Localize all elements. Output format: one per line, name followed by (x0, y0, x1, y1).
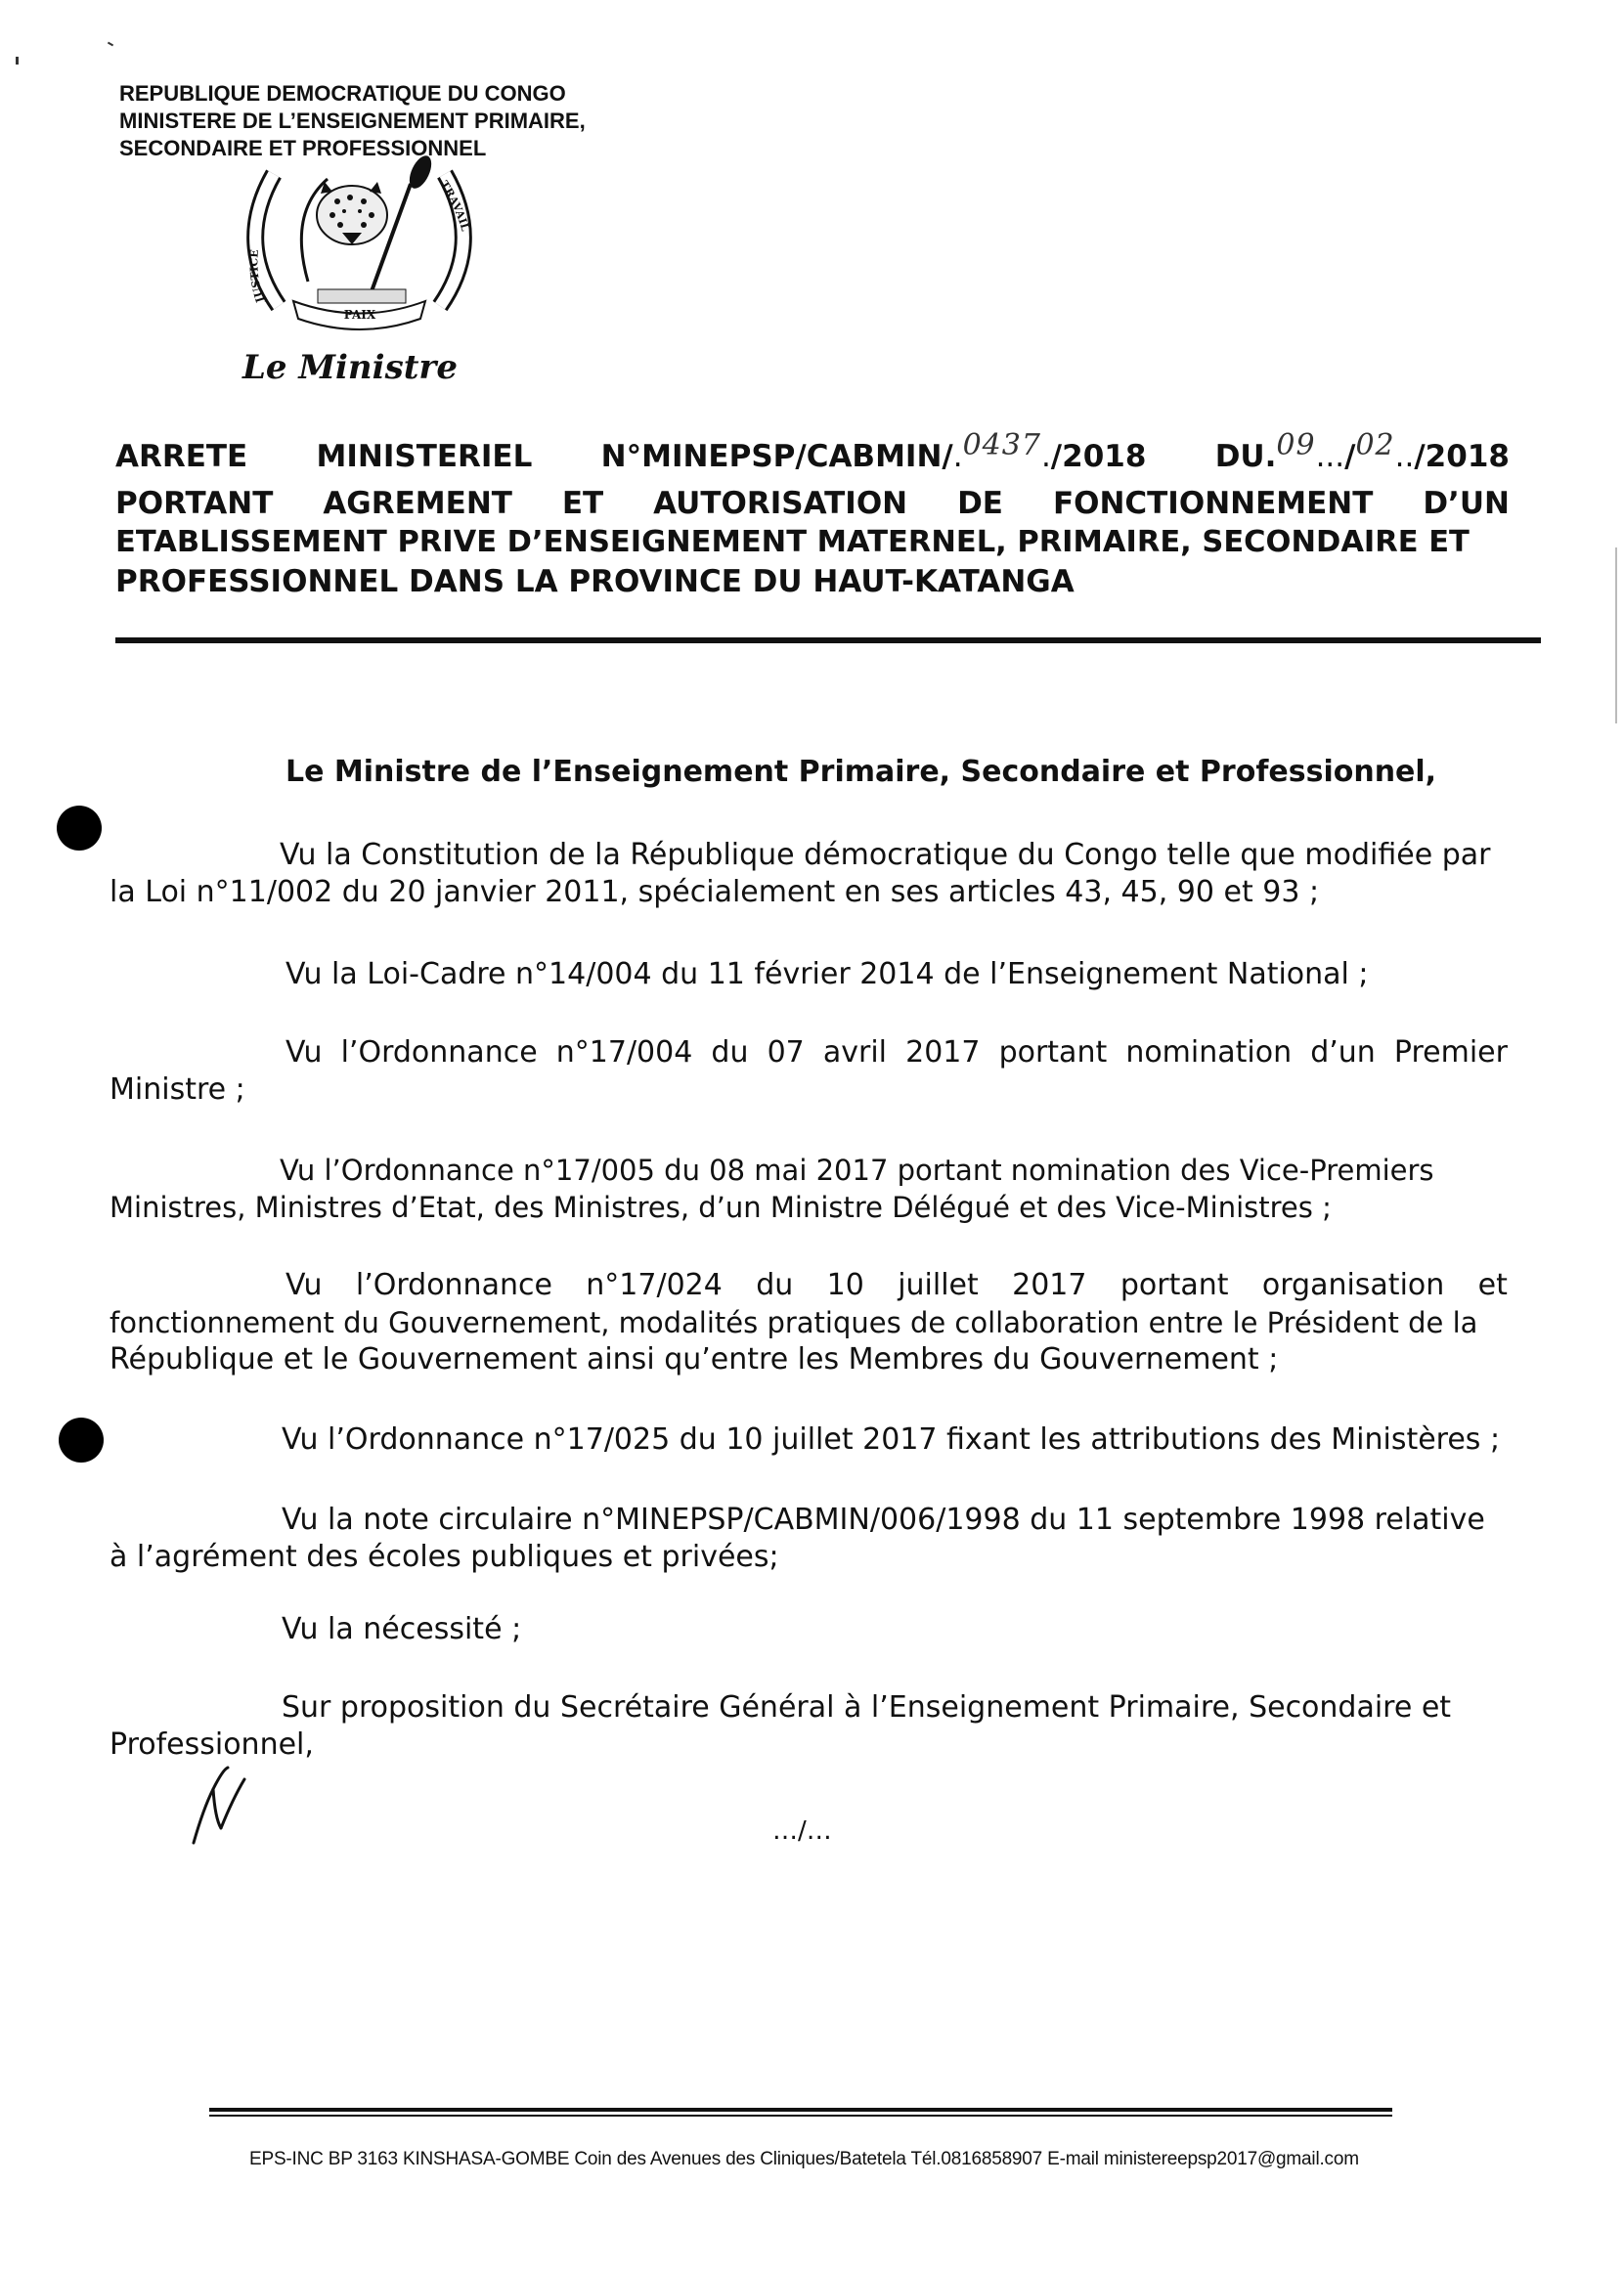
dotted-fill: . (1040, 439, 1051, 474)
dotted-fill: . (952, 439, 963, 474)
handwritten-decree-number: 0437 (962, 428, 1041, 462)
title-word: ET (561, 486, 604, 521)
dotted-fill: .. (1394, 439, 1415, 474)
handwritten-month: 02 (1355, 428, 1395, 462)
visa-ordonnance-attributions (110, 1421, 1508, 1459)
word: avril (822, 1035, 888, 1070)
date-year: /2018 (1414, 439, 1510, 474)
visa-loi-cadre (110, 956, 1508, 993)
footer-address: EPS-INC BP 3163 KINSHASA-GOMBE Coin des Avenues des Cliniques/Batetela Tél.0816858907 E-mail ministereepsp2017@gmail.com (249, 2149, 1359, 2169)
decree-title-line-2 (115, 485, 1510, 522)
para-line: Ministres, Ministres d’Etat, des Ministres, d’un Ministre Délégué et des Vice-Ministres ; (110, 1191, 1332, 1224)
para-line: Ministre ; (110, 1072, 245, 1107)
para-line: Vu la Constitution de la République démocratique du Congo telle que modifiée par (280, 838, 1491, 872)
header-country: REPUBLIQUE DEMOCRATIQUE DU CONGO (119, 81, 566, 106)
word: 10 (826, 1268, 864, 1302)
para-line: Vu l’Ordonnance n°17/025 du 10 juillet 2017 fixant les attributions des Ministères ; (282, 1422, 1501, 1457)
para-line: à l’agrément des écoles publiques et privées; (110, 1540, 779, 1574)
date-sep: / (1344, 439, 1356, 474)
title-word: PORTANT (115, 486, 274, 521)
word: du (711, 1035, 749, 1070)
word: d’un (1310, 1035, 1376, 1070)
visa-constitution (110, 837, 1508, 911)
punch-hole-mark (57, 806, 102, 851)
minister-heading: Le Ministre de l’Enseignement Primaire, Secondaire et Professionnel, (285, 755, 1437, 789)
word: juillet (898, 1268, 979, 1302)
decree-title-line-4: PROFESSIONNEL DANS LA PROVINCE DU HAUT-KATANGA (115, 564, 1075, 599)
emblem-word-right: TRAVAIL (437, 178, 472, 233)
emblem-caption: Le Ministre (242, 348, 458, 387)
scan-mark (16, 57, 19, 65)
para-line-justified (110, 1267, 1508, 1304)
title-word: D’UN (1423, 486, 1510, 521)
header-ministry: MINISTERE DE L’ENSEIGNEMENT PRIMAIRE, (119, 109, 586, 133)
title-word: AGREMENT (323, 486, 512, 521)
word: Vu (285, 1268, 323, 1302)
visa-ordonnance-vice-premiers (110, 1152, 1508, 1226)
word: nomination (1125, 1035, 1293, 1070)
scan-edge (1615, 547, 1617, 723)
word: Vu (285, 1035, 323, 1070)
para-line: Sur proposition du Secrétaire Général à l’Enseignement Primaire, Secondaire et (282, 1690, 1452, 1725)
title-word: MINISTERIEL (316, 439, 533, 474)
para-line-justified (110, 1034, 1508, 1071)
word: portant (998, 1035, 1108, 1070)
title-divider (115, 637, 1541, 643)
para-line: Vu la Loi-Cadre n°14/004 du 11 février 2014 de l’Enseignement National ; (285, 957, 1369, 991)
dotted-fill: ... (1315, 439, 1345, 474)
visa-note-circulaire (110, 1502, 1508, 1576)
decree-title-line-3: ETABLISSEMENT PRIVE D’ENSEIGNEMENT MATERNEL, PRIMAIRE, SECONDAIRE ET (115, 525, 1470, 559)
para-line: Vu la nécessité ; (282, 1612, 522, 1646)
title-word: AUTORISATION (653, 486, 908, 521)
para-line: la Loi n°11/002 du 20 janvier 2011, spécialement en ses articles 43, 45, 90 et 93 ; (110, 875, 1320, 909)
para-line: fonctionnement du Gouvernement, modalités pratiques de collaboration entre le Président de la (110, 1306, 1478, 1339)
visa-necessite (110, 1611, 1508, 1648)
emblem-word-left: JUSTICE (247, 248, 267, 304)
footer-divider-thin (209, 2115, 1392, 2117)
word: du (756, 1268, 794, 1302)
para-line: Vu l’Ordonnance n°17/005 du 08 mai 2017 portant nomination des Vice-Premiers (280, 1154, 1434, 1187)
decree-date (1214, 428, 1510, 476)
punch-hole-mark (59, 1418, 104, 1463)
word: n°17/004 (555, 1035, 693, 1070)
visa-ordonnance-gouvernement (110, 1267, 1508, 1378)
word: n°17/024 (586, 1268, 723, 1302)
decree-reference (600, 428, 1147, 476)
handwritten-day: 09 (1276, 428, 1316, 462)
continuation-mark: …/… (772, 1816, 832, 1846)
visa-ordonnance-premier-ministre (110, 1034, 1508, 1109)
para-line: République et le Gouvernement ainsi qu’entre les Membres du Gouvernement ; (110, 1342, 1279, 1377)
title-word: ARRETE (115, 439, 248, 474)
decree-year: /2018 (1050, 439, 1147, 474)
proposition-secretaire-general (110, 1689, 1508, 1764)
footer-divider (209, 2108, 1392, 2112)
word: Premier (1393, 1035, 1508, 1070)
word: 07 (767, 1035, 805, 1070)
header-ministry-cont: SECONDAIRE ET PROFESSIONNEL (119, 136, 487, 160)
word: portant (1119, 1268, 1229, 1302)
para-line: Vu la note circulaire n°MINEPSP/CABMIN/006/1998 du 11 septembre 1998 relative (282, 1503, 1485, 1537)
title-word: DE (957, 486, 1003, 521)
word: l’Ordonnance (355, 1268, 552, 1302)
word: organisation (1261, 1268, 1445, 1302)
date-prefix: DU. (1214, 439, 1277, 474)
word: 2017 (1012, 1268, 1087, 1302)
word: l’Ordonnance (340, 1035, 538, 1070)
scan-mark (108, 42, 113, 47)
decree-title-line-1 (115, 428, 1510, 476)
word: 2017 (905, 1035, 981, 1070)
coat-of-arms-emblem (235, 154, 489, 350)
handwritten-initial (184, 1760, 252, 1848)
title-word: FONCTIONNEMENT (1052, 486, 1374, 521)
para-line: Professionnel, (110, 1727, 314, 1762)
decree-reference-prefix: N°MINEPSP/CABMIN/ (600, 439, 953, 474)
emblem-word-bottom: PAIX (343, 308, 376, 322)
word: et (1477, 1268, 1508, 1302)
